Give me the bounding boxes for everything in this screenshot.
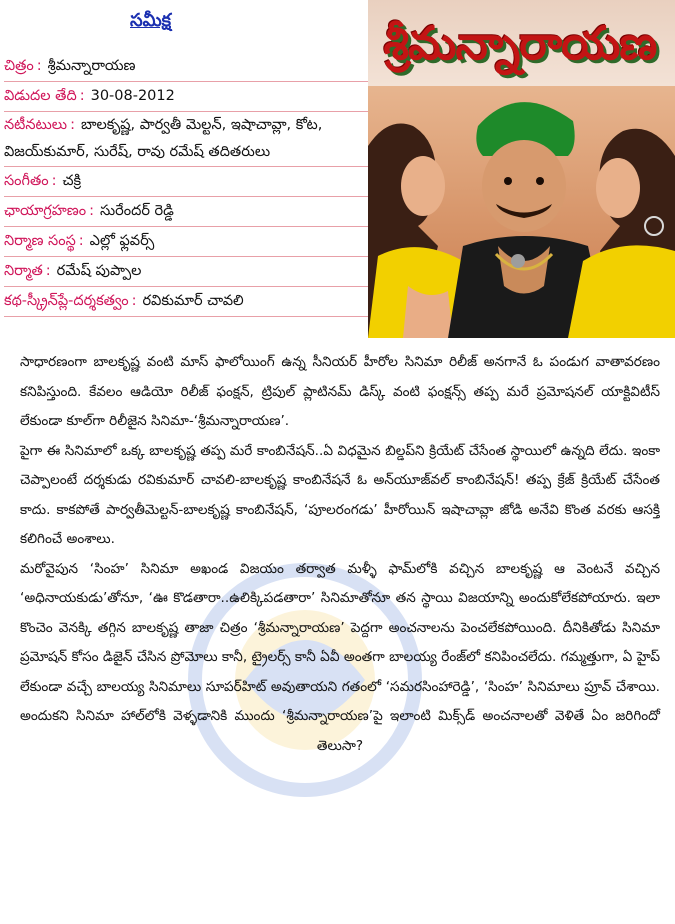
credit-label: నటీనటులు xyxy=(4,117,68,133)
credit-label: సంగీతం xyxy=(4,173,49,189)
poster-photo xyxy=(368,86,675,338)
credit-value: బాలకృష్ణ, పార్వతీ మెల్టన్, ఇషాచావ్లా, కోట, xyxy=(80,117,323,133)
credit-row-cast: నటీనటులు : బాలకృష్ణ, పార్వతీ మెల్టన్, ఇషాచావ్లా, కోట, విజయ్‌కుమార్, సురేష్, రావు రమేష్ తదితరులు xyxy=(4,112,368,167)
credit-label: కథ-స్క్రీన్‌ప్లే-దర్శకత్వం xyxy=(4,293,129,309)
credits-table xyxy=(4,52,368,317)
credit-value: శ్రీమన్నారాయణ xyxy=(47,58,136,74)
poster-title-logo: శ్రీమన్నారాయణ xyxy=(383,16,657,70)
credit-value: ఎల్లో ఫ్లవర్స్ xyxy=(89,233,155,249)
credit-label: నిర్మాత xyxy=(4,263,43,279)
credit-label: నిర్మాణ సంస్థ xyxy=(4,233,76,249)
movie-poster xyxy=(368,0,675,338)
credit-value: 30-08-2012 xyxy=(90,88,175,104)
credit-row-banner: నిర్మాణ సంస్థ : ఎల్లో ఫ్లవర్స్ xyxy=(4,227,368,257)
credit-value: చక్రి xyxy=(62,173,82,189)
credit-label: చిత్రం xyxy=(4,58,34,74)
credit-row-director: కథ-స్క్రీన్‌ప్లే-దర్శకత్వం : రవికుమార్ చావలి xyxy=(4,287,368,317)
credit-label: ఛాయాగ్రహణం xyxy=(4,203,87,219)
review-paragraph-1: సాధారణంగా బాలకృష్ణ వంటి మాస్ ఫాలోయింగ్ ఉన్న సీనియర్ హీరోల సినిమా రిలీజ్ అనగానే ఓ పండుగ వాతావరణం కనిపిస్తుంది. కేవలం ఆడియో రిలీజ్ ఫంక్షన్, ట్రిపుల్ ప్లాటినమ్ డిస్క్ వంటి ఫంక్షన్స్ తప్ప మరే ప్రమోషనల్ యాక్టివిటీస్ లేకుండా కూల్‌గా రిలీజైన సినిమా-‘శ్రీమన్నారాయణ’. xyxy=(20,354,660,429)
review-body xyxy=(20,348,660,761)
section-title: సమీక్ష xyxy=(130,10,172,31)
credit-value: రమేష్ పుప్పాల xyxy=(56,263,142,279)
credit-row-film: చిత్రం : శ్రీమన్నారాయణ xyxy=(4,52,368,82)
credit-value-continued: విజయ్‌కుమార్, సురేష్, రావు రమేష్ తదితరులు xyxy=(4,144,271,160)
credit-row-cinematography: ఛాయాగ్రహణం : సురేందర్ రెడ్డి xyxy=(4,197,368,227)
credit-label: విడుదల తేది xyxy=(4,88,77,104)
review-paragraph-3: మరోవైపున ‘సింహ’ సినిమా అఖండ విజయం తర్వాత మళ్ళీ ఫామ్‌లోకి వచ్చిన బాలకృష్ణ ఆ వెంటనే వచ్చిన ‘అధినాయకుడు’తోనూ, ‘ఊ కొడతారా..ఉలిక్కిపడతారా’ సినిమాతోనూ తన స్థాయి విజయాన్ని అందుకోలేకపోయారు. ఇలా కొంచెం వెనక్కి తగ్గిన బాలకృష్ణ తాజా చిత్రం ‘శ్రీమన్నారాయణ’ పెద్దగా అంచనాలను పెంచలేకపోయింది. దీనికితోడు సినిమా ప్రమోషన్ కోసం డిజైన్ చేసిన ప్రోమోలు కానీ, ట్రైలర్స్ కానీ ఏవీ అంతగా బాలయ్య రేంజ్‌లో కనిపించలేదు. గమ్మత్తుగా, ఏ హైప్ లేకుండా వచ్చే బాలయ్య సినిమాలు సూపర్‌హిట్ అవుతాయని గతంలో ‘సమరసింహారెడ్డి’, ‘సింహ’ సినిమాలు ప్రూవ్ చేశాయి. అందుకని సినిమా హాల్‌లోకి వెళ్ళడానికి ముందు ‘శ్రీమన్నారాయణ’పై ఇలాంటి మిక్స్‌డ్ అంచనాలతో వెళితే ఏం జరిగిందో తెలుసా? xyxy=(20,560,660,754)
credit-row-music: సంగీతం : చక్రి xyxy=(4,167,368,197)
credit-row-producer: నిర్మాత : రమేష్ పుప్పాల xyxy=(4,257,368,287)
review-paragraph-2: పైగా ఈ సినిమాలో ఒక్క బాలకృష్ణ తప్ప మరే కాంబినేషన్..ఏ విధమైన బిల్డప్‌ని క్రియేట్ చేసేంత స్థాయిలో ఉన్నది లేదు. ఇంకా చెప్పాలంటే దర్శకుడు రవికుమార్ చావలి-బాలకృష్ణ కాంబినేషనే ఓ అన్‌యూజ్‌వల్ కాంబినేషన్! తప్ప క్రేజ్ క్రియేట్ చేసేంత కాదు. కాకపోతే పార్వతీమెల్టన్-బాలకృష్ణ కాంబినేషన్, ‘పూలరంగడు’ హీరోయిన్ ఇషాచావ్లా జోడి అనేవి కొంత వరకు ఆసక్తి కలిగించే అంశాలు. xyxy=(20,442,660,547)
credit-row-release: విడుదల తేది : 30-08-2012 xyxy=(4,82,368,112)
credit-value: సురేందర్ రెడ్డి xyxy=(99,203,174,219)
credit-value: రవికుమార్ చావలి xyxy=(142,293,244,309)
